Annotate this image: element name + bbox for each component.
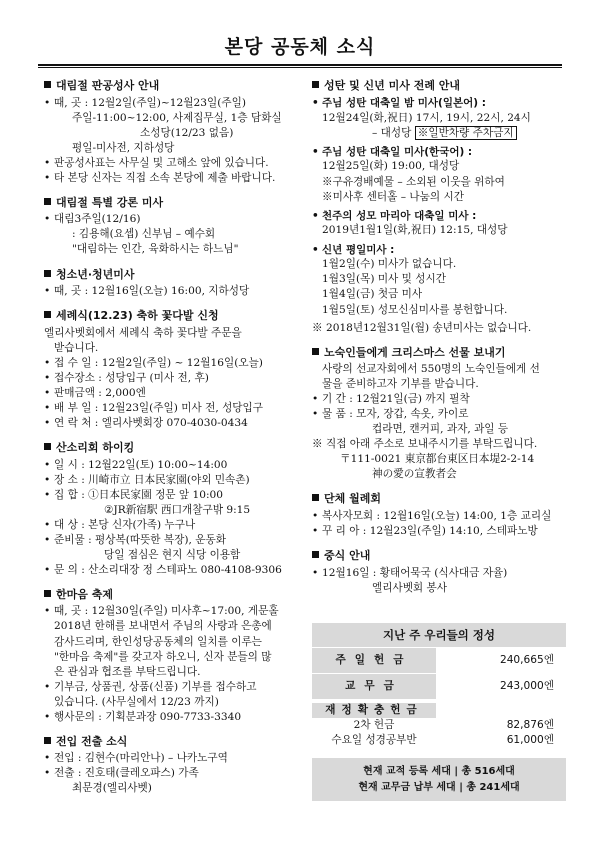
text-line: • 기 간 : 12월21일(금) 까지 필착 (312, 392, 568, 407)
transfer-section (44, 734, 306, 797)
title-rule-thin (38, 67, 562, 68)
members-paying: 현재 교무금 납부 세대 | 총 241세대 (358, 781, 520, 793)
page-title: 본당 공동체 소식 (224, 36, 376, 58)
text-line: • 12월16일 : 황태어묵국 (식사대금 자율) (312, 566, 568, 581)
text-line: ※구유경배예물 – 소외된 이웃을 위하여 (322, 175, 505, 188)
bullet-square-icon (312, 81, 319, 88)
text-line: 은 관심과 협조를 부탁드립니다. (54, 665, 201, 678)
text-line: 1월4일(금) 첫금 미사 (322, 288, 423, 301)
text-line: • 장 소 : 川崎市立 日本民家園(야외 민속촌) (44, 473, 306, 488)
left-column (44, 78, 306, 805)
text-line: 1월3일(목) 미사 및 성시간 (322, 273, 446, 286)
text-line: ※미사후 센터홀 – 나눔의 시간 (322, 190, 464, 203)
text-line: • 전입 : 김현수(마리안나) – 나카노구역 (44, 751, 306, 766)
text-line: • 대 상 : 본당 신자(가족) 누구나 (44, 518, 306, 533)
section-heading: 대림절 판공성사 안내 (56, 79, 160, 92)
text-line: 당일 점심은 현지 식당 이용함 (104, 548, 241, 561)
text-line: 2018년 한해를 보내면서 주님의 사랑과 은총에 (54, 620, 272, 633)
text-line: 神の愛の宣教者会 (372, 468, 457, 481)
meeting-section (312, 491, 568, 539)
offering-value: 240,665엔 (499, 654, 554, 667)
advent-section (44, 78, 306, 186)
text-line: • 때, 곳 : 12월30일(주일) 미사후~17:00, 게문홀 (44, 604, 306, 619)
offering-value: 82,876엔 (506, 719, 554, 732)
christmas-section (312, 78, 568, 336)
text-line: • 배 부 일 : 12월23일(주일) 미사 전, 성당입구 (44, 401, 306, 416)
text-line: 감사드리며, 한인성당공동체의 일치를 이루는 (54, 635, 262, 648)
text-line: • 접수장소 : 성당입구 (미사 전, 후) (44, 371, 306, 386)
text-line: 컵라면, 캔커피, 과자, 과일 등 (372, 423, 509, 436)
membership-summary (312, 758, 566, 801)
text-line: 평일-미사전, 지하성당 (72, 141, 175, 154)
offering-value: 61,000엔 (506, 734, 554, 747)
sub-heading: • 주님 성탄 대축일 밤 미사(일본어) : (312, 96, 568, 111)
text-line: • 꾸 리 아 : 12월23일(주일) 14:10, 스테파노방 (312, 524, 568, 539)
text-line: • 일 시 : 12월22일(토) 10:00~14:00 (44, 458, 306, 473)
lecture-section (44, 195, 306, 258)
section-heading: 성탄 및 신년 미사 전례 안내 (324, 79, 461, 92)
text-line: 2019년1월1일(화,祝日) 12:15, 대성당 (322, 224, 508, 237)
section-heading: 한마음 축제 (56, 587, 113, 601)
gift-section (312, 345, 568, 483)
text-line: 〒111-0021 東京都台東区日本堤2-2-14 (340, 453, 535, 466)
title-rule (38, 64, 562, 66)
section-heading: 단체 월례회 (324, 492, 381, 506)
members-registered: 현재 교적 등록 세대 | 총 516세대 (363, 766, 515, 777)
offering-sub-label: 수요일 성경공부반 (331, 734, 417, 747)
text-line: • 때, 곳 : 12월16일(오늘) 16:00, 지하성당 (44, 284, 306, 299)
offering-row (312, 703, 566, 748)
text-line: 12월24일(화,祝日) 17시, 19시, 22시, 24시 (322, 111, 531, 124)
text-line: : 김용해(요셉) 신부님 – 예수회 (72, 228, 216, 241)
text-line: "대림하는 인간, 육화하시는 하느님" (72, 243, 239, 256)
text-line: • 타 본당 신자는 직접 소속 본당에 제출 바랍니다. (44, 171, 306, 186)
offering-label: 재정확충헌금 (312, 703, 436, 718)
text-line: • 전출 : 진호태(클레오파스) 가족 (44, 766, 306, 781)
text-line: • 기부금, 상품권, 상품(신품) 기부를 접수하고 (44, 680, 306, 695)
bullet-square-icon (312, 494, 319, 501)
offering-table (312, 623, 566, 748)
section-heading: 전입 전출 소식 (56, 734, 128, 748)
text-line: 엘리사벳회 봉사 (372, 581, 448, 594)
text-line: • 준비물 : 평상복(따뜻한 복장), 운동화 (44, 533, 306, 548)
text-line: 최문경(엘리사벳) (72, 782, 152, 795)
festival-section (44, 587, 306, 725)
lunch-section (312, 548, 568, 596)
text-line: • 복사자모회 : 12월16일(오늘) 14:00, 1층 교리실 (312, 509, 568, 524)
text-line: 1월5일(토) 성모신심미사를 봉헌합니다. (322, 303, 508, 316)
text-line: • 문 의 : 산소리대장 정 스테파노 080-4108-9306 (44, 563, 306, 578)
offering-label: 교무금 (312, 674, 436, 699)
hiking-section (44, 440, 306, 578)
text-line: 사랑의 선교자회에서 550명의 노숙인들에게 선 (322, 363, 540, 376)
offering-row (312, 673, 566, 699)
bullet-square-icon (44, 270, 51, 277)
text-line: • 대림3주일(12/16) (44, 212, 306, 227)
text-line: • 연 락 처 : 엘리사벳회장 070-4030-0434 (44, 416, 306, 431)
sub-heading: • 천주의 성모 마리아 대축일 미사 : (312, 209, 568, 224)
section-heading: 노숙인들에게 크리스마스 선물 보내기 (324, 345, 506, 359)
section-heading: 산소리회 하이킹 (56, 440, 135, 454)
parking-notice: ※일반차량 주차금지 (415, 126, 517, 140)
text-line: • 판매금액 : 2,000엔 (44, 386, 306, 401)
bullet-square-icon (312, 551, 319, 558)
section-heading: 청소년·청년미사 (56, 267, 135, 281)
text-line: 주일-11:00~12:00, 사제집무실, 1층 담화실 (72, 111, 282, 124)
bullet-square-icon (44, 443, 51, 450)
text-line: 있습니다. (사무실에서 12/23 까지) (54, 695, 219, 708)
section-heading: 중식 안내 (324, 549, 371, 563)
text-line: 1월2일(수) 미사가 없습니다. (322, 258, 457, 271)
text-line: ※ 직접 아래 주소로 보내주시기를 부탁드립니다. (312, 438, 538, 451)
text-line: • 때, 곳 : 12월2일(주일)~12월23일(주일) (44, 96, 306, 111)
text-line: • 행사문의 : 기획분과장 090-7733-3340 (44, 710, 306, 725)
text-line: • 판공성사표는 사무실 및 고해소 앞에 있습니다. (44, 156, 306, 171)
offering-sub-label: 2차 헌금 (353, 719, 395, 732)
text-line: 물을 준비하고자 기부를 받습니다. (322, 378, 479, 391)
bullet-square-icon (44, 198, 51, 205)
sub-heading: • 신년 평일미사 : (312, 243, 568, 258)
offering-value: 243,000엔 (499, 680, 554, 693)
text-line: "한마음 축제"를 갖고자 하오니, 신자 분들의 많 (54, 650, 272, 663)
text-line: 받습니다. (54, 341, 99, 354)
text-line: 12월25일(화) 19:00, 대성당 (322, 160, 460, 173)
bullet-square-icon (44, 311, 51, 318)
text-line: 엘리사벳회에서 세례식 축하 꽃다발 주문을 (44, 326, 242, 339)
section-heading: 세례식(12.23) 축하 꽃다발 신청 (56, 309, 219, 323)
sub-heading: • 주님 성탄 대축일 미사(한국어) : (312, 145, 568, 160)
text-line: • 물 품 : 모자, 장갑, 속옷, 카이로 (312, 407, 568, 422)
text-line: ※ 2018년12월31일(월) 송년미사는 없습니다. (312, 321, 532, 334)
youth-section (44, 267, 306, 300)
section-heading: 대림절 특별 강론 미사 (56, 195, 164, 209)
text-line: • 집 합 : ①日本民家園 정문 앞 10:00 (44, 488, 306, 503)
baptism-section (44, 308, 306, 431)
offering-label: 주일헌금 (312, 648, 436, 673)
text-line: 소성당(12/23 없음) (140, 126, 234, 139)
text-line: ②JR新宿駅 西口개찰구밖 9:15 (104, 503, 251, 516)
text-line: – 대성당 (372, 126, 412, 139)
bullet-square-icon (312, 348, 319, 355)
offering-row (312, 647, 566, 673)
text-line: • 접 수 일 : 12월2일(주일) ~ 12월16일(오늘) (44, 356, 306, 371)
right-column (312, 78, 568, 605)
offering-header: 지난 주 우리들의 정성 (312, 623, 566, 647)
bullet-square-icon (44, 81, 51, 88)
bullet-square-icon (44, 737, 51, 744)
bullet-square-icon (44, 590, 51, 597)
